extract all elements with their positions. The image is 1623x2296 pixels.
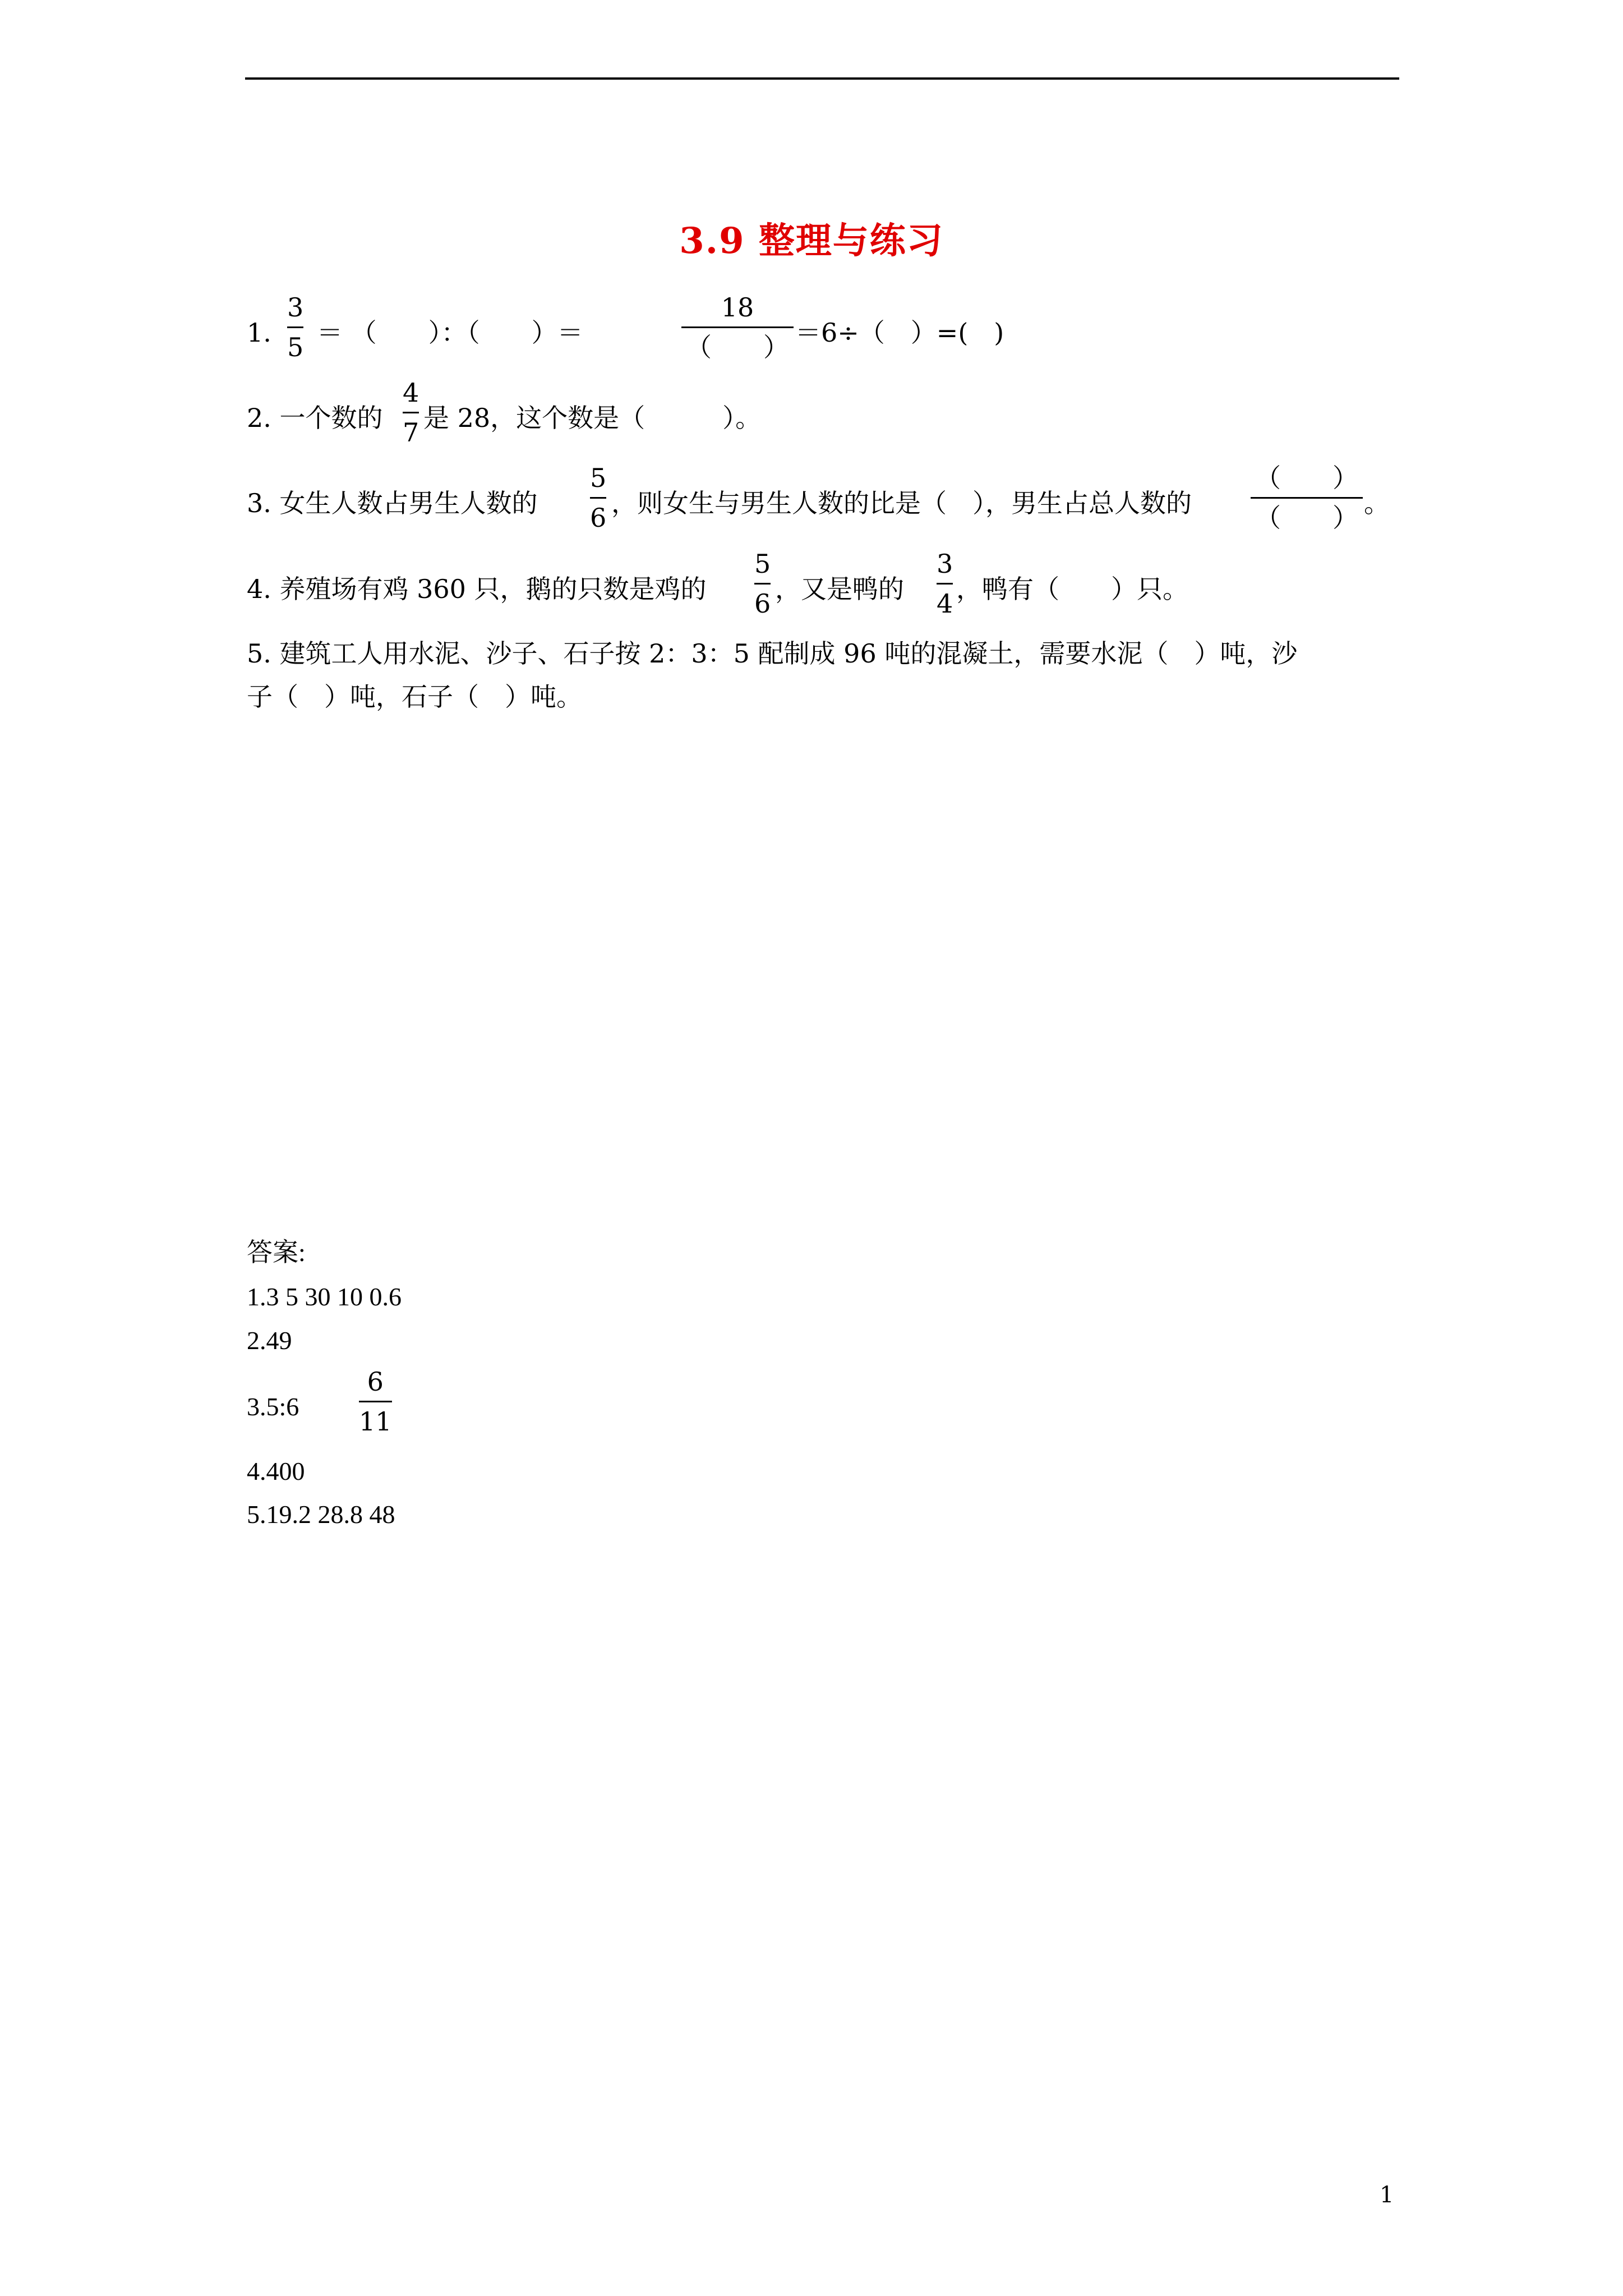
q4-middle: ，又是鸭的 <box>775 574 904 604</box>
header-rule <box>245 77 1399 80</box>
q3-frac2-denominator: （ ） <box>1255 503 1358 533</box>
q1-ratio-blanks: ＝ （ ）：（ ）＝ <box>317 318 583 348</box>
fraction-bar <box>590 497 606 499</box>
page-number: 1 <box>1380 2182 1394 2208</box>
q1-fraction-1 <box>287 291 303 364</box>
fraction-bar <box>287 326 303 328</box>
fraction-bar <box>937 583 953 585</box>
q4-frac1-denominator: 6 <box>754 588 771 619</box>
fraction-bar <box>681 326 794 328</box>
q5-line-2: 子（ ）吨，石子（ ）吨。 <box>247 682 582 712</box>
q2-fraction <box>403 376 419 449</box>
answer-3-ratio: 3.5:6 <box>247 1392 299 1421</box>
q1-number: 1. <box>247 318 271 348</box>
q3-suffix: 。 <box>1364 488 1390 518</box>
q2-suffix: 是 28，这个数是（ ）。 <box>423 403 762 433</box>
q3-frac1-denominator: 6 <box>590 503 607 533</box>
q1-frac1-denominator: 5 <box>287 332 304 362</box>
q1-frac2-denominator: （ ） <box>686 332 789 362</box>
answer-3-numerator: 6 <box>367 1366 384 1397</box>
answer-4: 4.400 <box>247 1457 305 1485</box>
q3-fraction-2 <box>1251 461 1363 535</box>
q5-line-1: 5. 建筑工人用水泥、沙子、石子按 2：3：5 配制成 96 吨的混凝土，需要水泥（ ）吨，沙 <box>247 638 1298 669</box>
q4-frac2-numerator: 3 <box>937 549 953 579</box>
q4-fraction-2 <box>937 547 953 620</box>
q1-tail: ＝6÷（ ）=( ) <box>795 318 1004 348</box>
answers-heading: 答案: <box>247 1238 306 1267</box>
q4-fraction-1 <box>754 547 771 620</box>
q3-frac1-numerator: 5 <box>590 463 607 493</box>
q1-frac2-numerator: 18 <box>721 292 754 323</box>
q4-frac1-numerator: 5 <box>754 549 771 579</box>
fraction-bar <box>754 583 771 585</box>
q1-frac1-numerator: 3 <box>287 292 304 323</box>
q2-prefix: 2. 一个数的 <box>247 403 383 433</box>
q3-prefix: 3. 女生人数占男生人数的 <box>247 488 538 518</box>
q4-suffix: ，鸭有（ ）只。 <box>956 574 1188 604</box>
fraction-bar <box>403 412 419 413</box>
fraction-bar <box>359 1401 392 1402</box>
answer-5: 5.19.2 28.8 48 <box>247 1500 395 1529</box>
answer-3-denominator: 11 <box>359 1406 392 1437</box>
q4-prefix: 4. 养殖场有鸡 360 只，鹅的只数是鸡的 <box>247 574 707 604</box>
fraction-bar <box>1251 497 1363 499</box>
answer-3-fraction <box>359 1365 392 1438</box>
q1-fraction-2 <box>681 291 794 364</box>
q3-frac2-numerator: （ ） <box>1255 463 1358 493</box>
q2-frac-denominator: 7 <box>403 417 419 448</box>
q4-frac2-denominator: 4 <box>937 588 953 619</box>
answer-2: 2.49 <box>247 1326 292 1355</box>
page-title: 3.9 整理与练习 <box>679 220 944 262</box>
q3-middle: ，则女生与男生人数的比是（ ），男生占总人数的 <box>611 488 1192 518</box>
q3-fraction-1 <box>590 461 606 535</box>
answer-1: 1.3 5 30 10 0.6 <box>247 1282 402 1311</box>
q2-frac-numerator: 4 <box>403 378 419 408</box>
